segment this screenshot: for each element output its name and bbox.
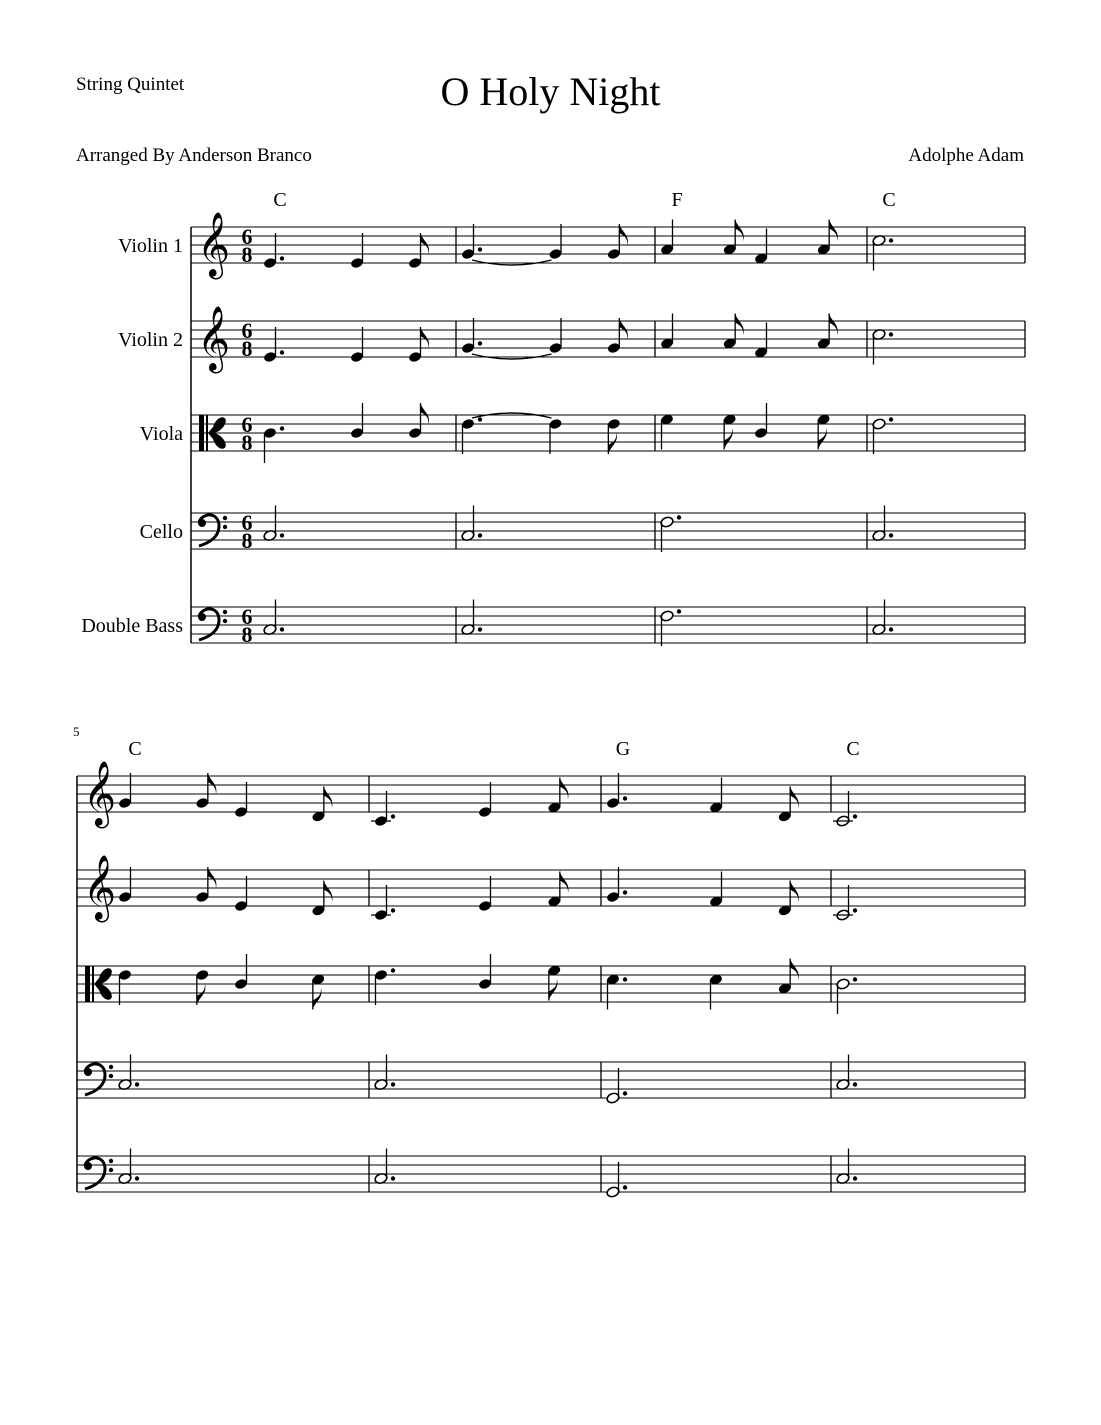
composer-credit: Adolphe Adam bbox=[908, 145, 1024, 166]
note-flag bbox=[735, 220, 744, 242]
augmentation-dot bbox=[478, 627, 482, 631]
chord-symbol: C bbox=[846, 738, 860, 760]
note-flag bbox=[735, 314, 744, 336]
time-signature-numerator: 6 bbox=[241, 510, 253, 535]
score-subtitle: String Quintet bbox=[76, 74, 185, 95]
augmentation-dot bbox=[889, 332, 893, 336]
augmentation-dot bbox=[677, 609, 681, 613]
time-signature-denominator: 8 bbox=[241, 528, 253, 553]
note-flag bbox=[560, 872, 569, 894]
augmentation-dot bbox=[280, 426, 284, 430]
augmentation-dot bbox=[391, 1176, 395, 1180]
augmentation-dot bbox=[391, 814, 395, 818]
note-flag bbox=[560, 778, 569, 800]
note-flag bbox=[324, 787, 333, 809]
treble-clef-icon: 𝄞 bbox=[83, 857, 117, 919]
augmentation-dot bbox=[478, 247, 482, 251]
instrument-label: Double Bass bbox=[81, 615, 183, 637]
treble-clef-icon: 𝄞 bbox=[197, 214, 231, 276]
instrument-label: Viola bbox=[139, 423, 183, 445]
treble-clef-icon: 𝄞 bbox=[197, 308, 231, 370]
note-flag bbox=[421, 403, 430, 425]
note-flag bbox=[549, 979, 558, 1001]
bass-clef-icon bbox=[84, 1158, 113, 1189]
note-flag bbox=[724, 428, 733, 450]
augmentation-dot bbox=[280, 350, 284, 354]
measure-number: 5 bbox=[73, 724, 80, 739]
augmentation-dot bbox=[623, 1091, 627, 1095]
bass-clef-icon bbox=[84, 1064, 113, 1095]
augmentation-dot bbox=[889, 627, 893, 631]
augmentation-dot bbox=[280, 533, 284, 537]
note-flag bbox=[829, 220, 838, 242]
time-signature-denominator: 8 bbox=[241, 622, 253, 647]
augmentation-dot bbox=[853, 977, 857, 981]
augmentation-dot bbox=[391, 1082, 395, 1086]
augmentation-dot bbox=[889, 417, 893, 421]
note-flag bbox=[818, 428, 827, 450]
chord-symbol: C bbox=[128, 738, 142, 760]
bass-clef-icon bbox=[198, 515, 227, 546]
note-flag bbox=[324, 881, 333, 903]
augmentation-dot bbox=[623, 1185, 627, 1189]
chord-symbol: C bbox=[882, 189, 896, 211]
augmentation-dot bbox=[853, 1082, 857, 1086]
chord-symbol: C bbox=[273, 189, 287, 211]
note-flag bbox=[790, 959, 799, 981]
time-signature-numerator: 6 bbox=[241, 412, 253, 437]
time-signature-denominator: 8 bbox=[241, 430, 253, 455]
score-title: O Holy Night bbox=[440, 69, 661, 114]
augmentation-dot bbox=[889, 533, 893, 537]
chord-symbol: F bbox=[671, 189, 683, 211]
time-signature-numerator: 6 bbox=[241, 224, 253, 249]
time-signature-denominator: 8 bbox=[241, 242, 253, 267]
instrument-label: Cello bbox=[139, 521, 183, 543]
augmentation-dot bbox=[853, 814, 857, 818]
time-signature-numerator: 6 bbox=[241, 604, 253, 629]
augmentation-dot bbox=[623, 977, 627, 981]
augmentation-dot bbox=[623, 890, 627, 894]
arranger-credit: Arranged By Anderson Branco bbox=[76, 145, 312, 166]
augmentation-dot bbox=[478, 417, 482, 421]
note-flag bbox=[313, 988, 322, 1010]
augmentation-dot bbox=[478, 341, 482, 345]
augmentation-dot bbox=[391, 968, 395, 972]
note-flag bbox=[790, 881, 799, 903]
instrument-label: Violin 2 bbox=[118, 329, 183, 351]
augmentation-dot bbox=[853, 908, 857, 912]
time-signature-denominator: 8 bbox=[241, 336, 253, 361]
augmentation-dot bbox=[391, 908, 395, 912]
chord-symbol: G bbox=[615, 738, 631, 760]
treble-clef-icon: 𝄞 bbox=[83, 763, 117, 825]
time-signature-numerator: 6 bbox=[241, 318, 253, 343]
augmentation-dot bbox=[280, 627, 284, 631]
instrument-label: Violin 1 bbox=[118, 235, 183, 257]
note-flag bbox=[790, 787, 799, 809]
augmentation-dot bbox=[677, 515, 681, 519]
augmentation-dot bbox=[853, 1176, 857, 1180]
augmentation-dot bbox=[280, 256, 284, 260]
note-flag bbox=[829, 314, 838, 336]
augmentation-dot bbox=[135, 1176, 139, 1180]
augmentation-dot bbox=[889, 238, 893, 242]
augmentation-dot bbox=[135, 1082, 139, 1086]
augmentation-dot bbox=[478, 533, 482, 537]
bass-clef-icon bbox=[198, 609, 227, 640]
augmentation-dot bbox=[623, 796, 627, 800]
